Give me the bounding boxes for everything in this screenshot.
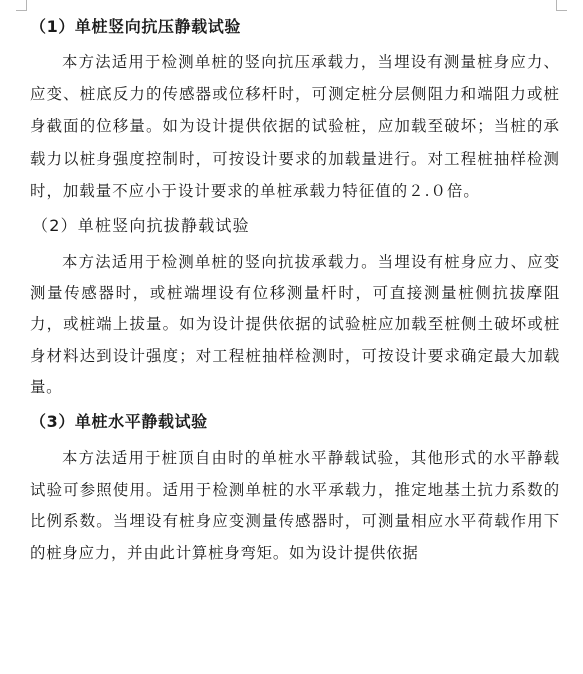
section-paragraph-3: 本方法适用于桩顶自由时的单桩水平静载试验，其他形式的水平静载试验可参照使用。适用于检测单桩的水平承载力，推定地基土抗力系数的比例系数。当埋设有桩身应变测量传感器时，可测量相应水平荷载作用下的桩身应力，并由此计算桩身弯矩。如为设计提供依据 bbox=[30, 449, 560, 562]
page-corner-mark-left bbox=[16, 0, 27, 11]
section-heading-2: （2）单桩竖向抗拔静载试验 bbox=[32, 216, 250, 236]
section-paragraph-2: 本方法适用于检测单桩的竖向抗拔承载力。当埋设有桩身应力、应变测量传感器时，或桩端埋设有位移测量杆时，可直接测量桩侧抗拔摩阻力，或桩端上拔量。如为设计提供依据的试验桩应加载至桩侧土破坏或桩身材料达到设计强度；对工程桩抽样检测时，可按设计要求确定最大加载量。 bbox=[30, 253, 560, 396]
document-body bbox=[30, 10, 560, 569]
section-heading-3: （3）单桩水平静载试验 bbox=[30, 412, 208, 432]
section-heading-1: （1）单桩竖向抗压静载试验 bbox=[30, 17, 241, 36]
section-paragraph-1: 本方法适用于检测单桩的竖向抗压承载力，当埋设有测量桩身应力、应变、桩底反力的传感器或位移杆时，可测定桩分层侧阻力和端阻力或桩身截面的位移量。如为设计提供依据的试验桩，应加载至破坏；当桩的承载力以桩身强度控制时，可按设计要求的加载量进行。对工程桩抽样检测时，加载量不应小于设计要求的单桩承载力特征值的２.０倍。 bbox=[30, 53, 560, 200]
